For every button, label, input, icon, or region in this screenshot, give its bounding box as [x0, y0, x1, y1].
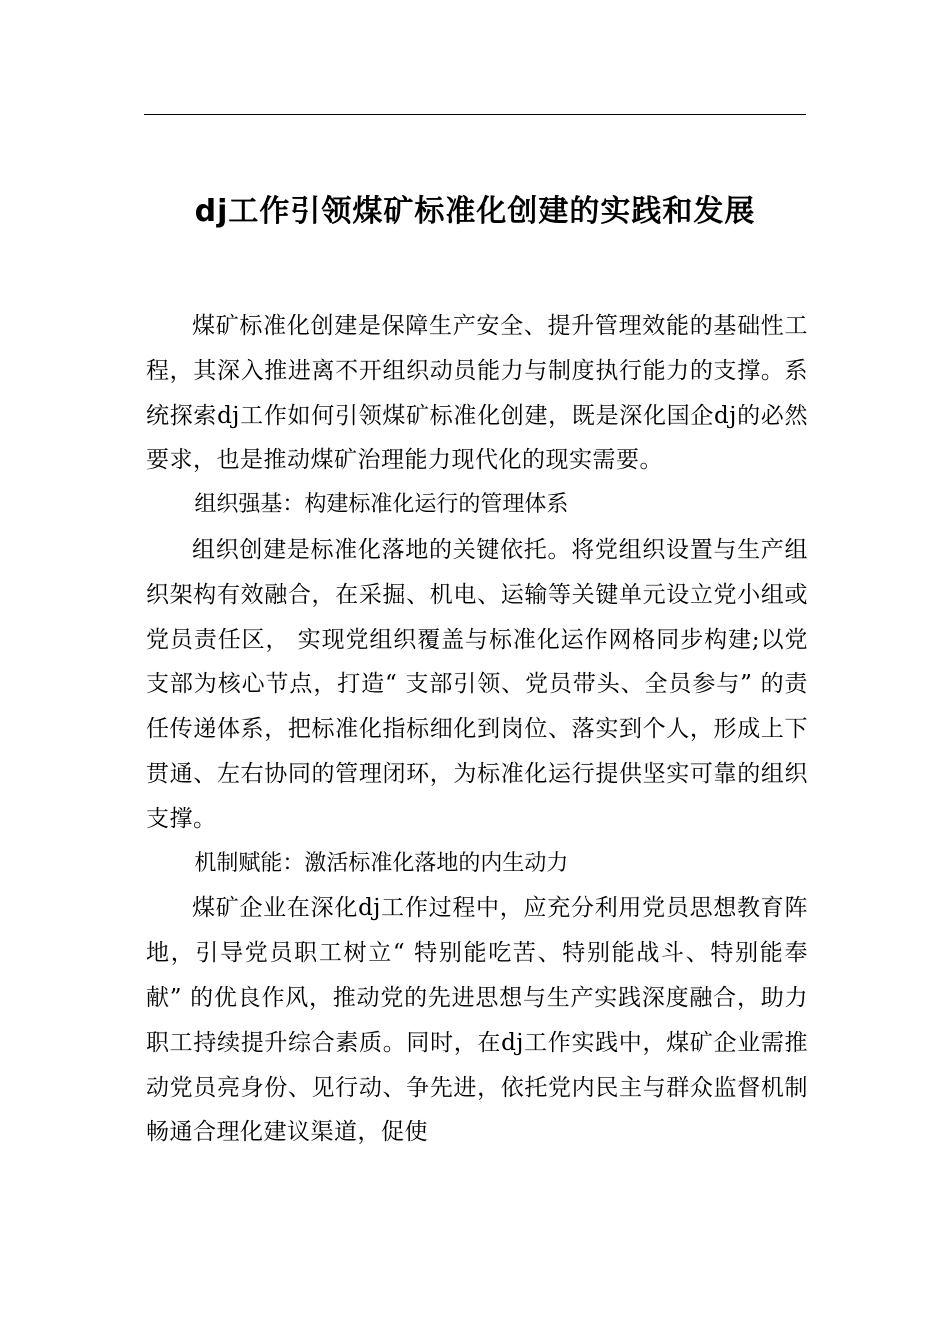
section-body-mechanism: 煤矿企业在深化dj工作过程中，应充分利用党员思想教育阵地，引导党员职工树立“ 特别能吃苦、特别能战斗、特别能奉献” 的优良作风，推动党的先进思想与生产实践深度融合，助力职工持续提升综合素质。同时，在dj工作实践中，煤矿企业需推动党员亮身份、见行动、争先进，依托党内民主与群众监督机制畅通合理化建议渠道，促使	[146, 895, 808, 1146]
header-rule	[144, 114, 806, 115]
section-body-organization: 组织创建是标准化落地的关键依托。将党组织设置与生产组织架构有效融合，在采掘、机电、运输等关键单元设立党小组或党员责任区， 实现党组织覆盖与标准化运作网格同步构建;以党支部为核心节点，打造“ 支部引领、党员带头、全员参与” 的责任传递体系，把标准化指标细化到岗位、落实到个人，形成上下贯通、左右协同的管理闭环，为标准化运行提供坚实可靠的组织支撑。	[146, 536, 808, 832]
document-title: dj工作引领煤矿标准化创建的实践和发展	[194, 194, 756, 229]
section-heading-organization: 组织强基：构建标准化运行的管理体系	[194, 492, 569, 518]
document-body	[146, 304, 808, 1155]
intro-paragraph: 煤矿标准化创建是保障生产安全、提升管理效能的基础性工程，其深入推进离不开组织动员能力与制度执行能力的支撑。系统探索dj工作如何引领煤矿标准化创建，既是深化国企dj的必然要求，也是推动煤矿治理能力现代化的现实需要。	[146, 313, 808, 474]
section-heading-mechanism: 机制赋能：激活标准化落地的内生动力	[194, 850, 569, 876]
